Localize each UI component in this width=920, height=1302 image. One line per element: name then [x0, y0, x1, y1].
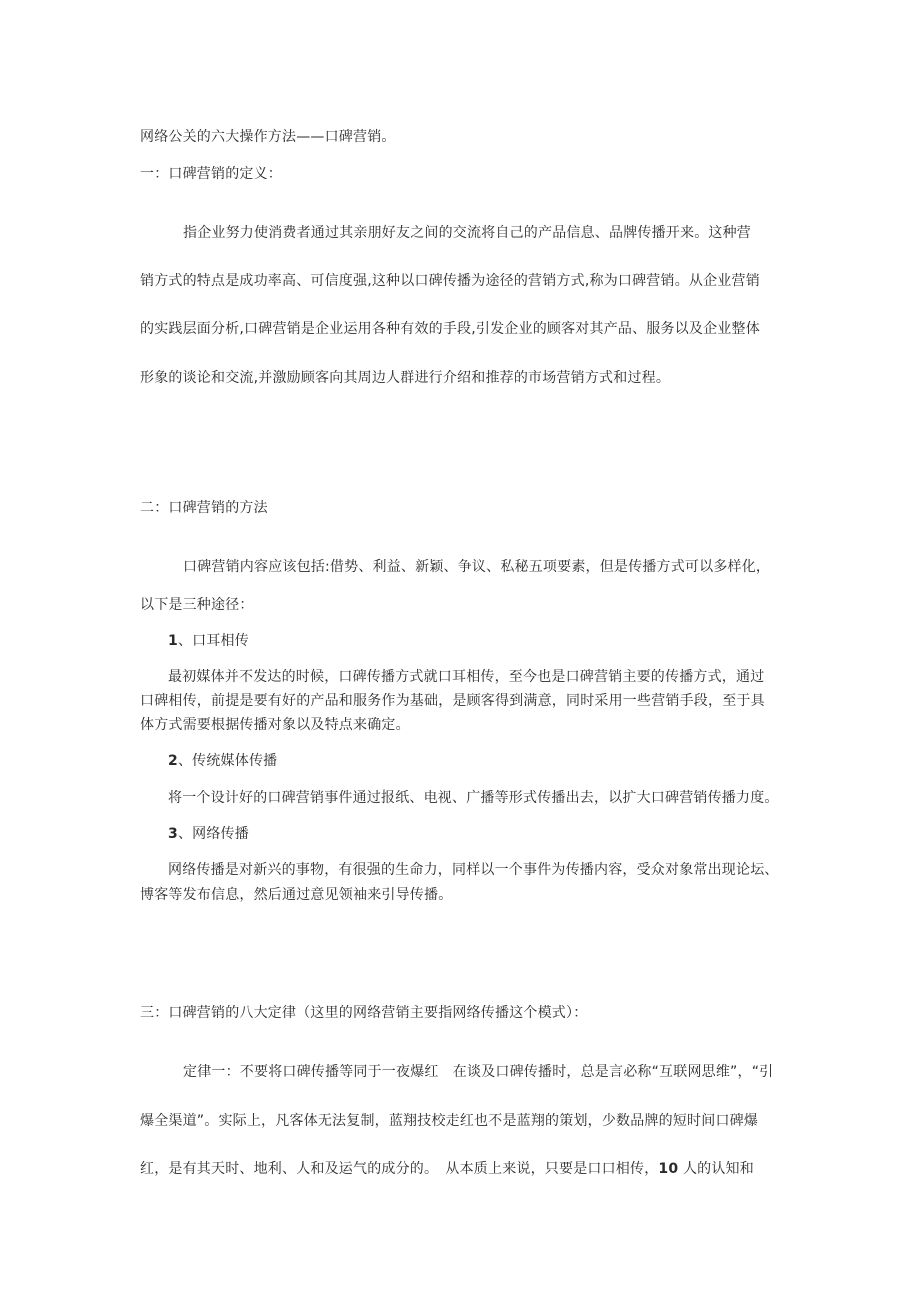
method-1-line-3: 体方式需要根据传播对象以及特点来确定。: [140, 717, 410, 733]
method-1-heading: [168, 631, 818, 651]
doc-title: 网络公关的六大操作方法——口碑营销。: [140, 129, 396, 145]
section3-line-3-text: 红，是有其天时、地利、人和及运气的成分的。 从本质上来说，只要是口口相传，: [140, 1161, 659, 1177]
section3-line-2: 爆全渠道”。实际上，凡客体无法复制，蓝翔技校走红也不是蓝翔的策划，少数品牌的短时间口碑爆: [140, 1113, 759, 1129]
section3-line-3: [140, 1159, 790, 1179]
section3-line-1: 定律一：不要将口碑传播等同于一夜爆红 在谈及口碑传播时，总是言必称“互联网思维”，“引: [183, 1064, 774, 1080]
section3-heading: 三：口碑营销的八大定律（这里的网络营销主要指网络传播这个模式）：: [140, 1005, 588, 1021]
section1-line-4: 形象的谈论和交流,并激励顾客向其周边人群进行介绍和推荐的市场营销方式和过程。: [140, 370, 671, 386]
method-2-number: 2: [168, 753, 178, 769]
method-3-line-1: 网络传播是对新兴的事物，有很强的生命力，同样以一个事件为传播内容，受众对象常出现论坛、: [168, 862, 779, 878]
method-3-title: 、网络传播: [177, 826, 249, 842]
section2-intro-line-2: 以下是三种途径：: [140, 597, 254, 613]
method-1-line-2: 口碑相传，前提是要有好的产品和服务作为基础，是顾客得到满意，同时采用一些营销手段，至于具: [140, 693, 765, 709]
section2-intro-line-1: 口碑营销内容应该包括:借势、利益、新颖、争议、私秘五项要素，但是传播方式可以多样化，: [183, 559, 771, 575]
method-3-line-2: 博客等发布信息，然后通过意见领袖来引导传播。: [140, 887, 453, 903]
section1-line-2: 销方式的特点是成功率高、可信度强,这种以口碑传播为途径的营销方式,称为口碑营销。从企业营销: [140, 273, 760, 289]
method-3-number: 3: [168, 826, 178, 842]
method-1-number: 1: [168, 633, 178, 649]
method-1-line-1: 最初媒体并不发达的时候，口碑传播方式就口耳相传，至今也是口碑营销主要的传播方式，通过: [168, 669, 765, 685]
method-2-line-1: 将一个设计好的口碑营销事件通过报纸、电视、广播等形式传播出去，以扩大口碑营销传播力度。: [168, 790, 779, 806]
section1-line-1: 指企业努力使消费者通过其亲朋好友之间的交流将自己的产品信息、品牌传播开来。这种营: [183, 225, 751, 241]
section2-heading: 二：口碑营销的方法: [140, 500, 268, 516]
section1-line-3: 的实践层面分析,口碑营销是企业运用各种有效的手段,引发企业的顾客对其产品、服务以及企业整体: [140, 321, 760, 337]
section3-line-3-number: 10: [658, 1161, 679, 1177]
section3-line-3-tail: 人的认知和: [678, 1161, 754, 1177]
method-1-title: 、口耳相传: [177, 633, 249, 649]
section1-heading: 一：口碑营销的定义：: [140, 166, 282, 182]
method-2-title: 、传统媒体传播: [177, 753, 278, 769]
method-2-heading: [168, 751, 818, 771]
method-3-heading: [168, 824, 818, 844]
